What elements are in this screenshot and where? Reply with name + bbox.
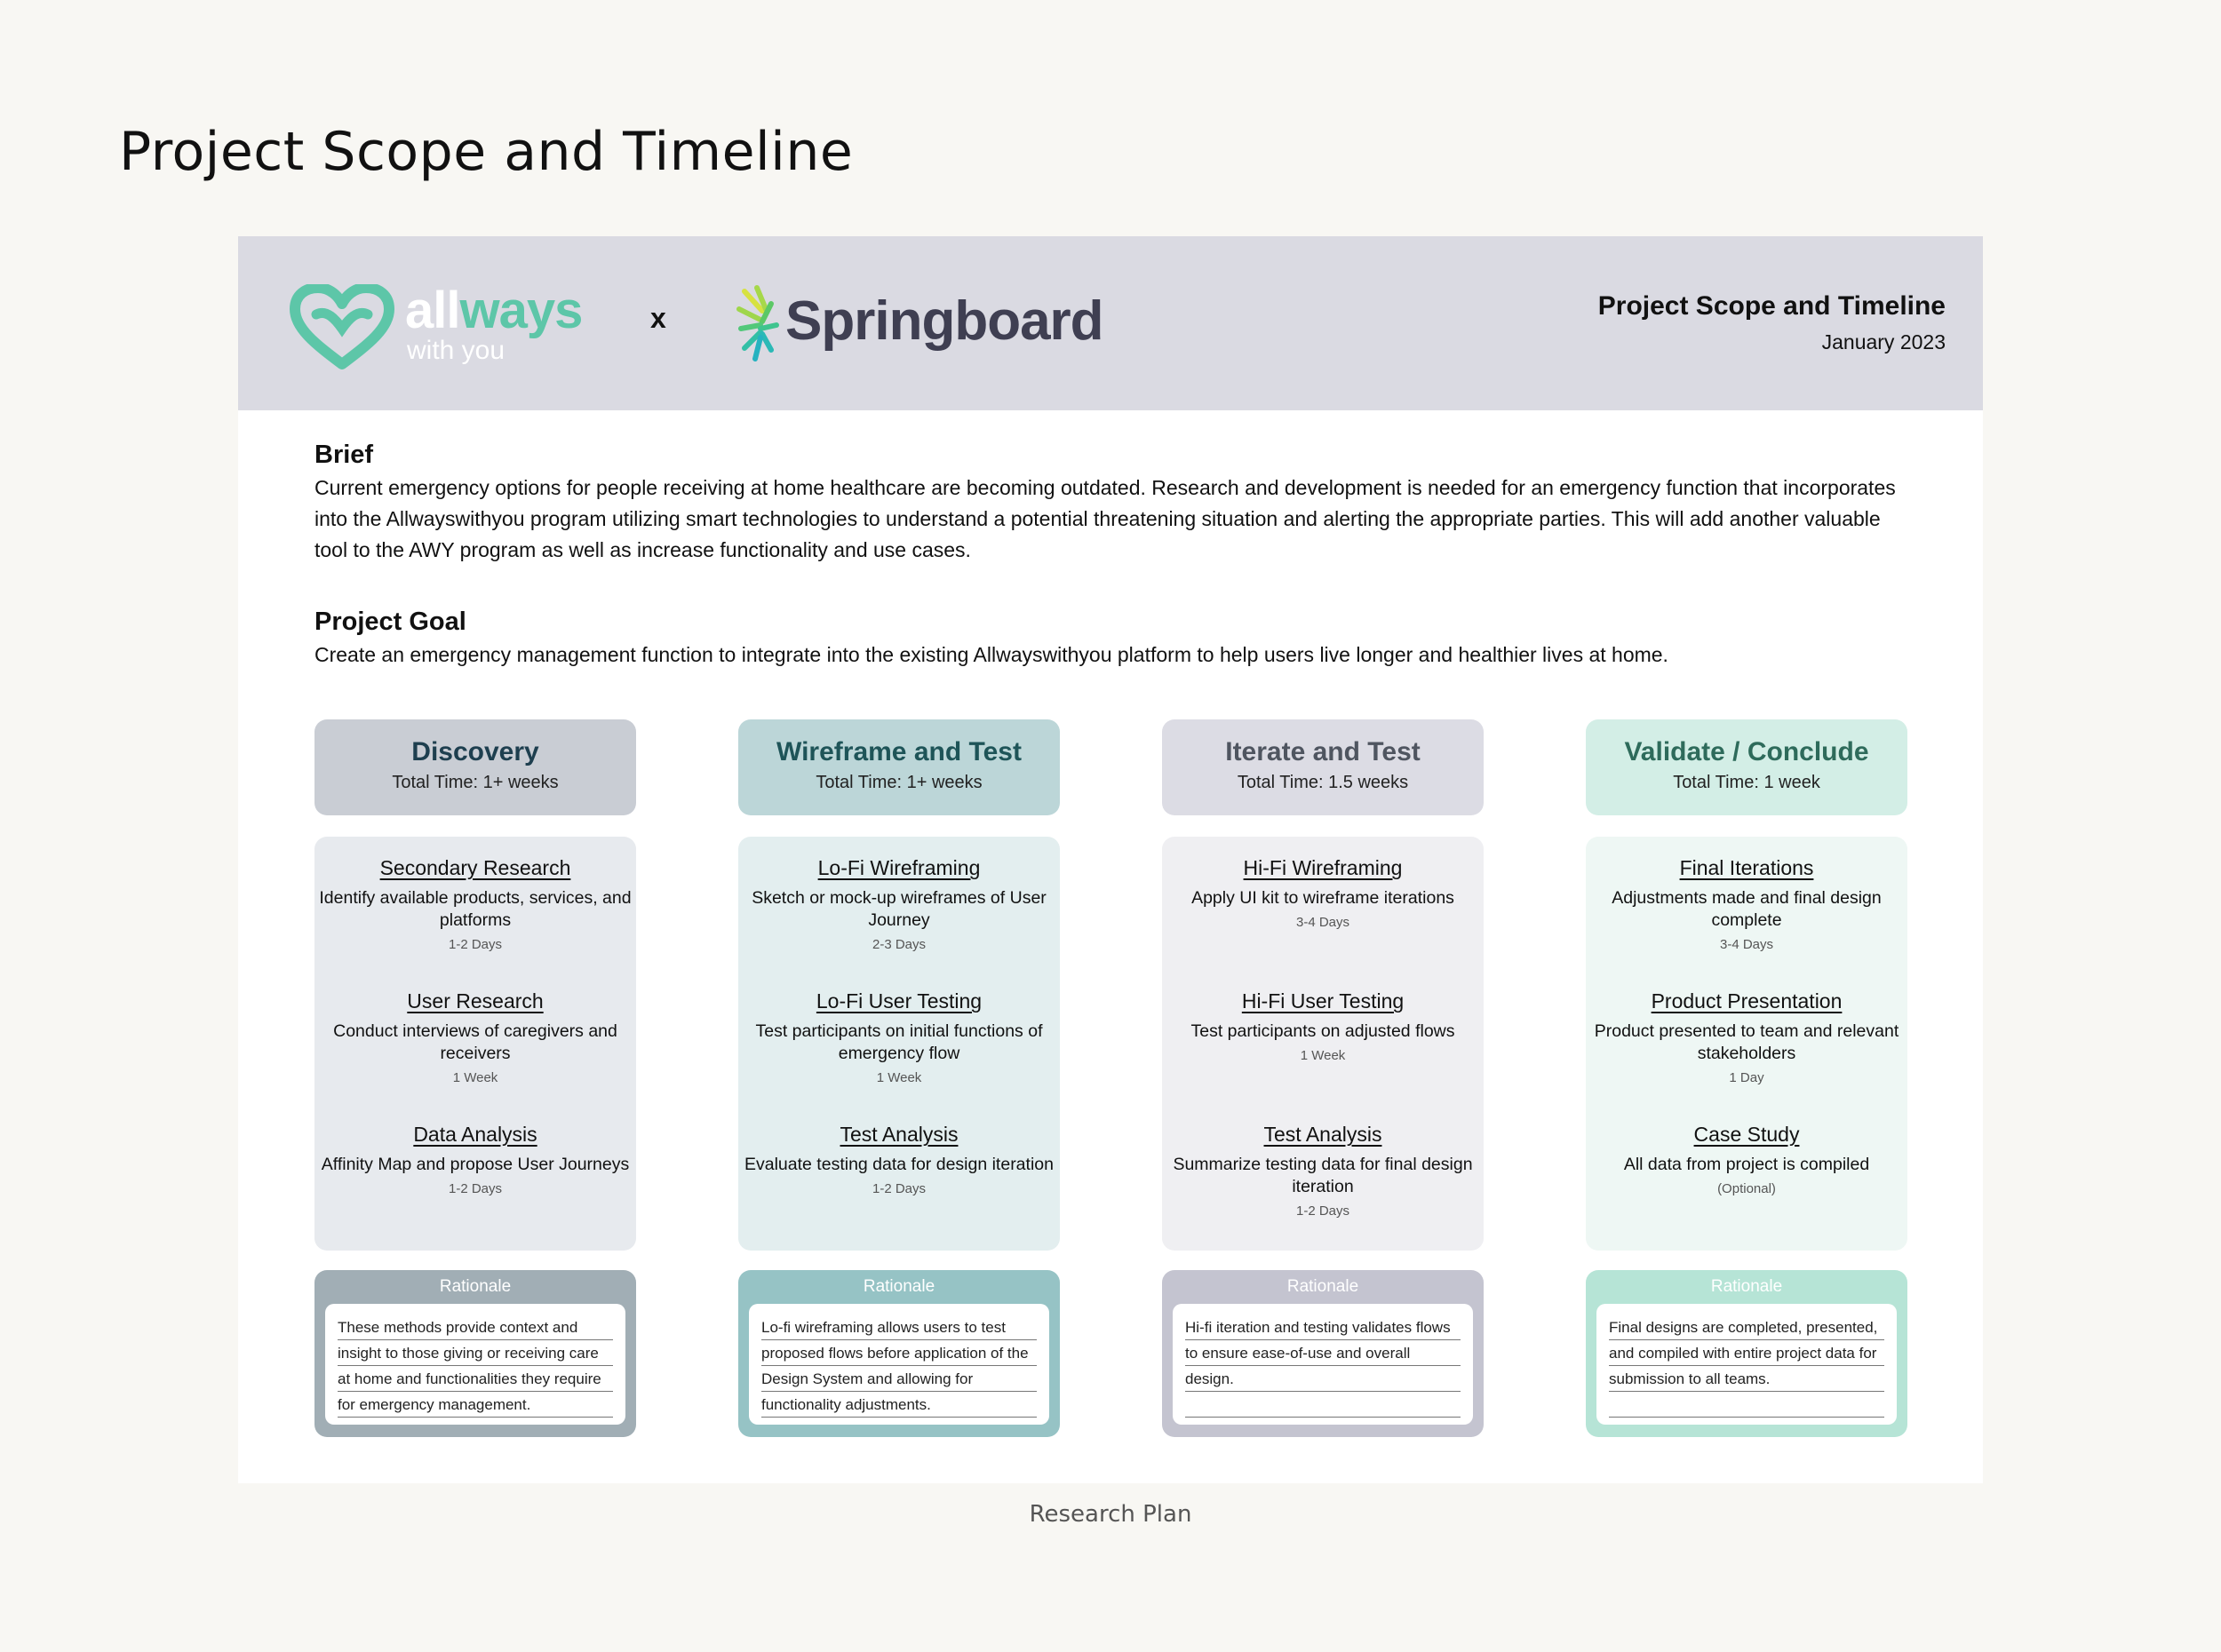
phase-column <box>314 719 636 1437</box>
task-duration: 1-2 Days <box>872 1181 927 1196</box>
task-item <box>1162 989 1484 1123</box>
task-item <box>1586 989 1907 1123</box>
task-duration: 2-3 Days <box>872 937 927 952</box>
rationale-label: Rationale <box>439 1277 512 1296</box>
phase-column <box>738 719 1060 1437</box>
task-description: Test participants on initial functions of emergency flow <box>755 1021 1043 1063</box>
task-duration: 3-4 Days <box>1295 915 1350 930</box>
task-duration: 1-2 Days <box>448 937 503 952</box>
task-description: Conduct interviews of caregivers and receivers <box>333 1021 617 1063</box>
phase-header <box>738 719 1060 815</box>
logo-separator: x <box>650 302 666 334</box>
rationale-text: Hi-fi iteration and testing validates flows to ensure ease-of-use and overall design. <box>1185 1319 1451 1387</box>
task-description: Adjustments made and final design complete <box>1612 888 1882 930</box>
task-duration: 3-4 Days <box>1719 937 1774 952</box>
rationale-box <box>1173 1304 1473 1425</box>
rationale-box <box>325 1304 625 1425</box>
brief-text: Current emergency options for people receiving at home healthcare are becoming outdated. Research and development is needed for an emergency function that incorporates into the Allwayswithyou program utilizing smart technologies to understand a potential threatening situation and alerting the appropriate parties. This will add another valuable tool to the AWY program as well as increase functionality and use cases. <box>314 476 1896 561</box>
allwayswithyou-logo <box>290 281 601 377</box>
task-item <box>314 1123 636 1256</box>
heart-logo-icon <box>290 284 394 369</box>
task-description: Apply UI kit to wireframe iterations <box>1191 888 1454 908</box>
rationale-text: Lo-fi wireframing allows users to test proposed flows before application of the Design System and allowing for functionality adjustments. <box>761 1319 1029 1413</box>
rationale-label: Rationale <box>1286 1277 1359 1296</box>
task-description: Evaluate testing data for design iteration <box>744 1155 1054 1174</box>
task-item <box>1162 856 1484 989</box>
rationale-text: These methods provide context and insight to those giving or receiving care at home and functionalities they require for emergency management. <box>338 1319 601 1413</box>
task-item <box>738 989 1060 1123</box>
task-description: Product presented to team and relevant stakeholders <box>1594 1021 1899 1063</box>
task-description: Summarize testing data for final design iteration <box>1173 1155 1473 1196</box>
task-duration: 1-2 Days <box>448 1181 503 1196</box>
task-item <box>314 989 636 1123</box>
task-name: Data Analysis <box>413 1123 537 1146</box>
phase-header <box>1586 719 1907 815</box>
task-duration: (Optional) <box>1717 1181 1776 1196</box>
task-description: Identify available products, services, and platforms <box>319 888 632 930</box>
phase-task-list <box>314 837 636 1251</box>
task-item <box>314 856 636 989</box>
goal-text: Create an emergency management function to integrate into the existing Allwayswithyou platform to help users live longer and healthier lives at home. <box>314 643 1668 666</box>
springboard-wordmark: Springboard <box>785 290 1103 352</box>
task-name: Test Analysis <box>840 1123 959 1146</box>
task-description: Sketch or mock-up wireframes of User Journey <box>752 888 1047 930</box>
phase-total-time: Total Time: 1 week <box>1673 773 1820 792</box>
rationale-panel <box>738 1270 1060 1437</box>
task-item <box>1162 1123 1484 1256</box>
phase-total-time: Total Time: 1.5 weeks <box>1237 773 1409 792</box>
goal-heading: Project Goal <box>314 608 466 636</box>
rationale-box <box>1596 1304 1897 1425</box>
awy-logo-wordmark: allways <box>405 282 583 339</box>
phase-title: Iterate and Test <box>1225 737 1421 766</box>
rationale-text: Final designs are completed, presented, and compiled with entire project data for submission to all teams. <box>1609 1319 1878 1387</box>
header-banner <box>238 236 1983 410</box>
phase-task-list <box>1162 837 1484 1251</box>
task-duration: 1 Week <box>1300 1048 1346 1063</box>
task-item <box>1586 1123 1907 1256</box>
phase-column <box>1586 719 1907 1437</box>
phase-total-time: Total Time: 1+ weeks <box>392 773 559 792</box>
springboard-logo <box>736 282 1109 366</box>
task-name: Final Iterations <box>1679 856 1814 879</box>
task-description: Affinity Map and propose User Journeys <box>321 1155 630 1174</box>
rationale-label: Rationale <box>1710 1277 1783 1296</box>
task-duration: 1 Day <box>1729 1070 1764 1085</box>
rationale-panel <box>1162 1270 1484 1437</box>
task-description: Test participants on adjusted flows <box>1190 1021 1455 1041</box>
awy-logo-tagline: with you <box>407 336 505 365</box>
phase-title: Validate / Conclude <box>1624 737 1869 766</box>
task-description: All data from project is compiled <box>1623 1155 1870 1174</box>
task-item <box>738 856 1060 989</box>
phase-total-time: Total Time: 1+ weeks <box>816 773 983 792</box>
phase-title: Wireframe and Test <box>776 737 1022 766</box>
rationale-panel <box>314 1270 636 1437</box>
task-name: Lo-Fi Wireframing <box>817 856 981 879</box>
phase-task-list <box>738 837 1060 1251</box>
task-name: Secondary Research <box>379 856 571 879</box>
phase-title: Discovery <box>411 737 539 766</box>
task-name: Test Analysis <box>1263 1123 1382 1146</box>
phase-header <box>1162 719 1484 815</box>
scope-card <box>238 236 1983 1483</box>
task-item <box>1586 856 1907 989</box>
task-name: User Research <box>407 989 544 1013</box>
phase-task-list <box>1586 837 1907 1251</box>
task-duration: 1 Week <box>452 1070 498 1085</box>
task-name: Hi-Fi Wireframing <box>1243 856 1403 879</box>
banner-title: Project Scope and Timeline <box>1597 291 1946 321</box>
task-name: Case Study <box>1693 1123 1800 1146</box>
rationale-label: Rationale <box>863 1277 935 1296</box>
phase-header <box>314 719 636 815</box>
task-name: Product Presentation <box>1651 989 1843 1013</box>
footer-caption: Research Plan <box>1029 1501 1192 1528</box>
task-duration: 1-2 Days <box>1295 1203 1350 1219</box>
banner-date: January 2023 <box>1821 330 1946 353</box>
springboard-leaf-icon <box>736 284 782 364</box>
phase-column <box>1162 719 1484 1437</box>
task-name: Lo-Fi User Testing <box>816 989 983 1013</box>
task-name: Hi-Fi User Testing <box>1241 989 1405 1013</box>
task-duration: 1 Week <box>876 1070 922 1085</box>
brief-heading: Brief <box>314 441 374 469</box>
task-item <box>738 1123 1060 1256</box>
rationale-box <box>749 1304 1049 1425</box>
page-title: Project Scope and Timeline <box>119 121 854 183</box>
rationale-panel <box>1586 1270 1907 1437</box>
